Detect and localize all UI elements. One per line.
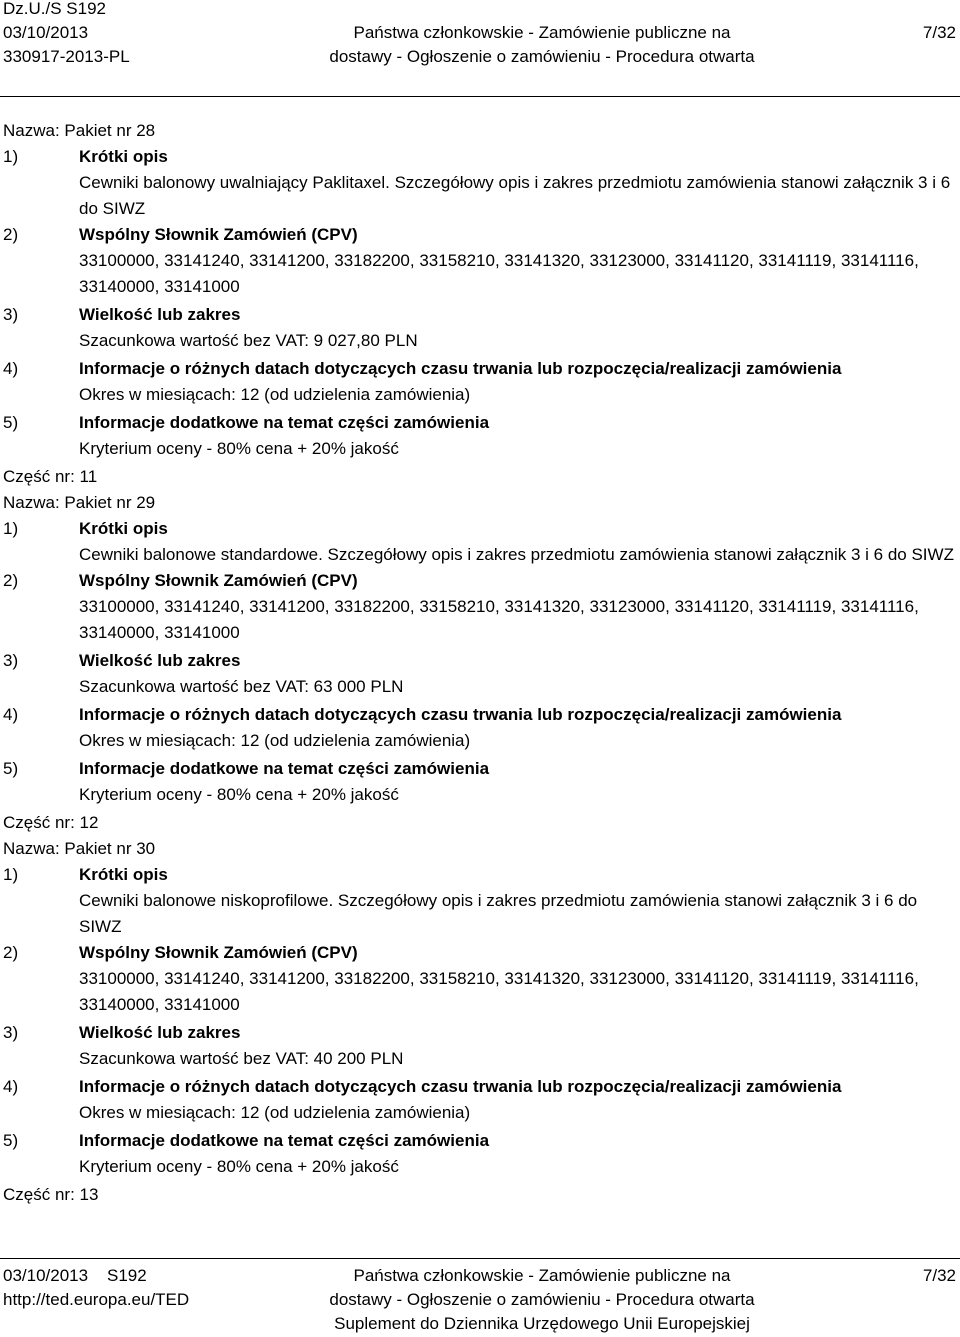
part-number: Część nr: 13 xyxy=(3,1185,99,1204)
page-number: 7/32 xyxy=(922,23,956,42)
lot-name: Nazwa: Pakiet nr 29 xyxy=(3,493,156,512)
page-header xyxy=(0,0,960,97)
section-heading xyxy=(3,410,957,436)
cpv-codes: 33100000, 33141240, 33141200, 33182200, 33158210, 33141320, 33123000, 33141120, 33141119, 33141116, 33140000, 33141000 xyxy=(79,251,919,296)
section-title: Wielkość lub zakres xyxy=(79,651,241,670)
document-body xyxy=(3,118,957,1208)
additional-info: Kryterium oceny - 80% cena + 20% jakość xyxy=(79,439,399,458)
section-number: 2) xyxy=(3,943,19,962)
footer-title-line2: dostawy - Ogłoszenie o zamówieniu - Procedura otwarta xyxy=(329,1290,755,1309)
section-number: 5) xyxy=(3,1131,19,1150)
lot-name: Nazwa: Pakiet nr 28 xyxy=(3,121,156,140)
footer-title-line3: Suplement do Dziennika Urzędowego Unii Europejskiej xyxy=(334,1314,750,1333)
lot-name: Nazwa: Pakiet nr 30 xyxy=(3,839,156,858)
section-heading xyxy=(3,302,957,328)
section-heading xyxy=(3,1128,957,1154)
section-title: Wspólny Słownik Zamówień (CPV) xyxy=(79,943,358,962)
section-number: 3) xyxy=(3,305,19,324)
section-heading xyxy=(3,144,957,170)
footer-date-issue: 03/10/2013 S192 xyxy=(3,1266,147,1285)
section-title: Wielkość lub zakres xyxy=(79,1023,241,1042)
section-title: Informacje dodatkowe na temat części zamówienia xyxy=(79,413,490,432)
section-heading xyxy=(3,1020,957,1046)
estimated-value: Szacunkowa wartość bez VAT: 63 000 PLN xyxy=(79,677,404,696)
section-number: 4) xyxy=(3,705,19,724)
section-title: Krótki opis xyxy=(79,865,168,884)
section-number: 5) xyxy=(3,413,19,432)
section-number: 3) xyxy=(3,1023,19,1042)
section-heading xyxy=(3,862,957,888)
additional-info: Kryterium oceny - 80% cena + 20% jakość xyxy=(79,785,399,804)
section-heading xyxy=(3,516,957,542)
header-title-line1: Państwa członkowskie - Zamówienie publiczne na xyxy=(353,23,731,42)
page-footer xyxy=(0,1258,960,1335)
footer-page-number: 7/32 xyxy=(922,1266,956,1285)
publication-date: 03/10/2013 xyxy=(3,23,89,42)
document-id: 330917-2013-PL xyxy=(3,47,130,66)
section-heading xyxy=(3,702,957,728)
section-title: Krótki opis xyxy=(79,147,168,166)
section-title: Informacje o różnych datach dotyczących czasu trwania lub rozpoczęcia/realizacji zamówienia xyxy=(79,359,842,378)
footer-url: http://ted.europa.eu/TED xyxy=(3,1290,190,1309)
estimated-value: Szacunkowa wartość bez VAT: 40 200 PLN xyxy=(79,1049,404,1068)
section-title: Informacje o różnych datach dotyczących czasu trwania lub rozpoczęcia/realizacji zamówienia xyxy=(79,705,842,724)
part-number: Część nr: 12 xyxy=(3,813,99,832)
header-title-line2: dostawy - Ogłoszenie o zamówieniu - Procedura otwarta xyxy=(329,47,755,66)
section-number: 1) xyxy=(3,519,19,538)
short-description: Cewniki balonowe niskoprofilowe. Szczegółowy opis i zakres przedmiotu zamówienia stanowi załącznik 3 i 6 do SIWZ xyxy=(79,891,918,936)
section-number: 4) xyxy=(3,359,19,378)
section-number: 5) xyxy=(3,759,19,778)
estimated-value: Szacunkowa wartość bez VAT: 9 027,80 PLN xyxy=(79,331,418,350)
part-number: Część nr: 11 xyxy=(3,467,98,486)
section-number: 2) xyxy=(3,571,19,590)
short-description: Cewniki balonowe standardowe. Szczegółowy opis i zakres przedmiotu zamówienia stanowi załącznik 3 i 6 do SIWZ xyxy=(79,545,954,564)
section-heading xyxy=(3,940,957,966)
section-heading xyxy=(3,356,957,382)
section-number: 2) xyxy=(3,225,19,244)
cpv-codes: 33100000, 33141240, 33141200, 33182200, 33158210, 33141320, 33123000, 33141120, 33141119, 33141116, 33140000, 33141000 xyxy=(79,969,919,1014)
cpv-codes: 33100000, 33141240, 33141200, 33182200, 33158210, 33141320, 33123000, 33141120, 33141119, 33141116, 33140000, 33141000 xyxy=(79,597,919,642)
duration: Okres w miesiącach: 12 (od udzielenia zamówienia) xyxy=(79,731,471,750)
section-heading xyxy=(3,1074,957,1100)
section-title: Wspólny Słownik Zamówień (CPV) xyxy=(79,225,358,244)
section-title: Informacje dodatkowe na temat części zamówienia xyxy=(79,1131,490,1150)
section-heading xyxy=(3,756,957,782)
journal-ref: Dz.U./S S192 xyxy=(3,0,106,18)
section-heading xyxy=(3,568,957,594)
duration: Okres w miesiącach: 12 (od udzielenia zamówienia) xyxy=(79,1103,471,1122)
additional-info: Kryterium oceny - 80% cena + 20% jakość xyxy=(79,1157,399,1176)
short-description: Cewniki balonowy uwalniający Paklitaxel. Szczegółowy opis i zakres przedmiotu zamówienia stanowi załącznik 3 i 6 do SIWZ xyxy=(79,173,951,218)
section-heading xyxy=(3,222,957,248)
section-heading xyxy=(3,648,957,674)
section-title: Wielkość lub zakres xyxy=(79,305,241,324)
section-title: Informacje dodatkowe na temat części zamówienia xyxy=(79,759,490,778)
duration: Okres w miesiącach: 12 (od udzielenia zamówienia) xyxy=(79,385,471,404)
section-title: Krótki opis xyxy=(79,519,168,538)
section-number: 4) xyxy=(3,1077,19,1096)
footer-title-line1: Państwa członkowskie - Zamówienie publiczne na xyxy=(353,1266,731,1285)
section-number: 1) xyxy=(3,147,19,166)
section-title: Informacje o różnych datach dotyczących czasu trwania lub rozpoczęcia/realizacji zamówienia xyxy=(79,1077,842,1096)
section-title: Wspólny Słownik Zamówień (CPV) xyxy=(79,571,358,590)
section-number: 1) xyxy=(3,865,19,884)
section-number: 3) xyxy=(3,651,19,670)
